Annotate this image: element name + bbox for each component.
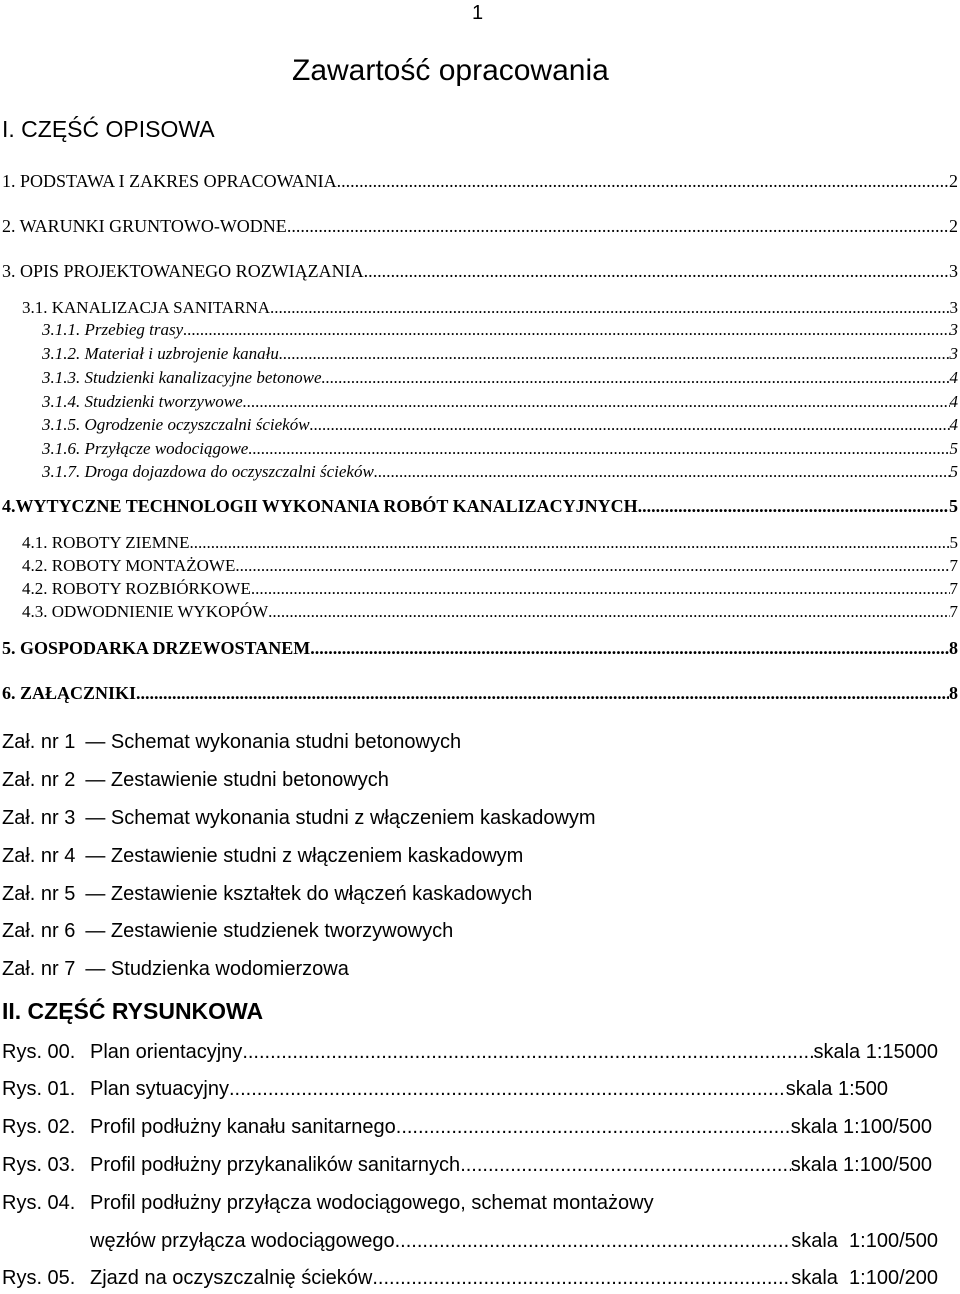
- attachment-1: Zał. nr 1 — Schemat wykonania studni betonowych: [2, 731, 462, 753]
- toc-entry-3-1-7[interactable]: 3.1.7. Droga dojazdowa do oczyszczalni ścieków ..... 5: [42, 462, 958, 482]
- toc-entry-3-1-5[interactable]: 3.1.5. Ogrodzenie oczyszczalni ścieków ..... 4: [42, 415, 958, 435]
- attachment-7: Zał. nr 7 — Studzienka wodomierzowa: [2, 958, 349, 980]
- toc-entry-4-2b[interactable]: 4.2. ROBOTY ROZBIÓRKOWE ..... 7: [22, 579, 958, 599]
- drawing-entry-04: Rys. 04. Profil podłużny przyłącza wodociągowego, schemat montażowy: [2, 1192, 654, 1214]
- toc-entry-3-1-2[interactable]: 3.1.2. Materiał i uzbrojenie kanału ..... 3: [42, 344, 958, 364]
- toc-entry-3-1-4[interactable]: 3.1.4. Studzienki tworzywowe ..... 4: [42, 392, 958, 412]
- toc-entry-5[interactable]: 5. GOSPODARKA DRZEWOSTANEM ..... 8: [2, 638, 958, 659]
- toc-entry-4[interactable]: 4.WYTYCZNE TECHNOLOGII WYKONANIA ROBÓT KANALIZACYJNYCH ..... 5: [2, 496, 958, 517]
- toc-entry-6[interactable]: 6. ZAŁĄCZNIKI ..... 8: [2, 683, 958, 704]
- page-title: Zawartość opracowania: [292, 54, 609, 87]
- attachment-4: Zał. nr 4 — Zestawienie studni z włączeniem kaskadowym: [2, 845, 524, 867]
- drawing-entry-04-cont: węzłów przyłącza wodociągowego ..... skala 1:100/500: [90, 1230, 938, 1253]
- toc-entry-4-1[interactable]: 4.1. ROBOTY ZIEMNE ..... 5: [22, 533, 958, 553]
- part1-heading: I. CZĘŚĆ OPISOWA: [2, 116, 215, 142]
- page-number: 1: [472, 2, 484, 24]
- part2-heading: II. CZĘŚĆ RYSUNKOWA: [2, 998, 264, 1024]
- toc-entry-3-1[interactable]: 3.1. KANALIZACJA SANITARNA ..... 3: [22, 298, 958, 318]
- attachment-3: Zał. nr 3 — Schemat wykonania studni z włączeniem kaskadowym: [2, 807, 596, 829]
- toc-entry-3-1-6[interactable]: 3.1.6. Przyłącze wodociągowe ..... 5: [42, 439, 958, 459]
- attachment-6: Zał. nr 6 — Zestawienie studzienek tworzywowych: [2, 920, 454, 942]
- drawing-entry-00: Rys. 00. Plan orientacyjny ..... skala 1:15000: [2, 1041, 938, 1064]
- toc-entry-3-1-3[interactable]: 3.1.3. Studzienki kanalizacyjne betonowe ..... 4: [42, 368, 958, 388]
- toc-entry-4-3[interactable]: 4.3. ODWODNIENIE WYKOPÓW ..... 7: [22, 602, 958, 622]
- drawing-entry-03: Rys. 03. Profil podłużny przykanalików sanitarnych ..... skala 1:100/500: [2, 1154, 932, 1177]
- drawing-entry-01: Rys. 01. Plan sytuacyjny ..... skala 1:500: [2, 1078, 888, 1101]
- toc-entry-3[interactable]: 3. OPIS PROJEKTOWANEGO ROZWIĄZANIA ..... 3: [2, 261, 958, 282]
- toc-entry-3-1-1[interactable]: 3.1.1. Przebieg trasy ..... 3: [42, 320, 958, 340]
- toc-entry-1[interactable]: 1. PODSTAWA I ZAKRES OPRACOWANIA ..... 2: [2, 171, 958, 192]
- attachment-2: Zał. nr 2 — Zestawienie studni betonowych: [2, 769, 389, 791]
- toc-entry-4-2[interactable]: 4.2. ROBOTY MONTAŻOWE ..... 7: [22, 556, 958, 576]
- drawing-entry-05: Rys. 05. Zjazd na oczyszczalnię ścieków ..... skala 1:100/200: [2, 1267, 938, 1290]
- drawing-entry-02: Rys. 02. Profil podłużny kanału sanitarnego ..... skala 1:100/500: [2, 1116, 932, 1139]
- toc-entry-2[interactable]: 2. WARUNKI GRUNTOWO-WODNE ..... 2: [2, 216, 958, 237]
- attachment-5: Zał. nr 5 — Zestawienie kształtek do włączeń kaskadowych: [2, 883, 533, 905]
